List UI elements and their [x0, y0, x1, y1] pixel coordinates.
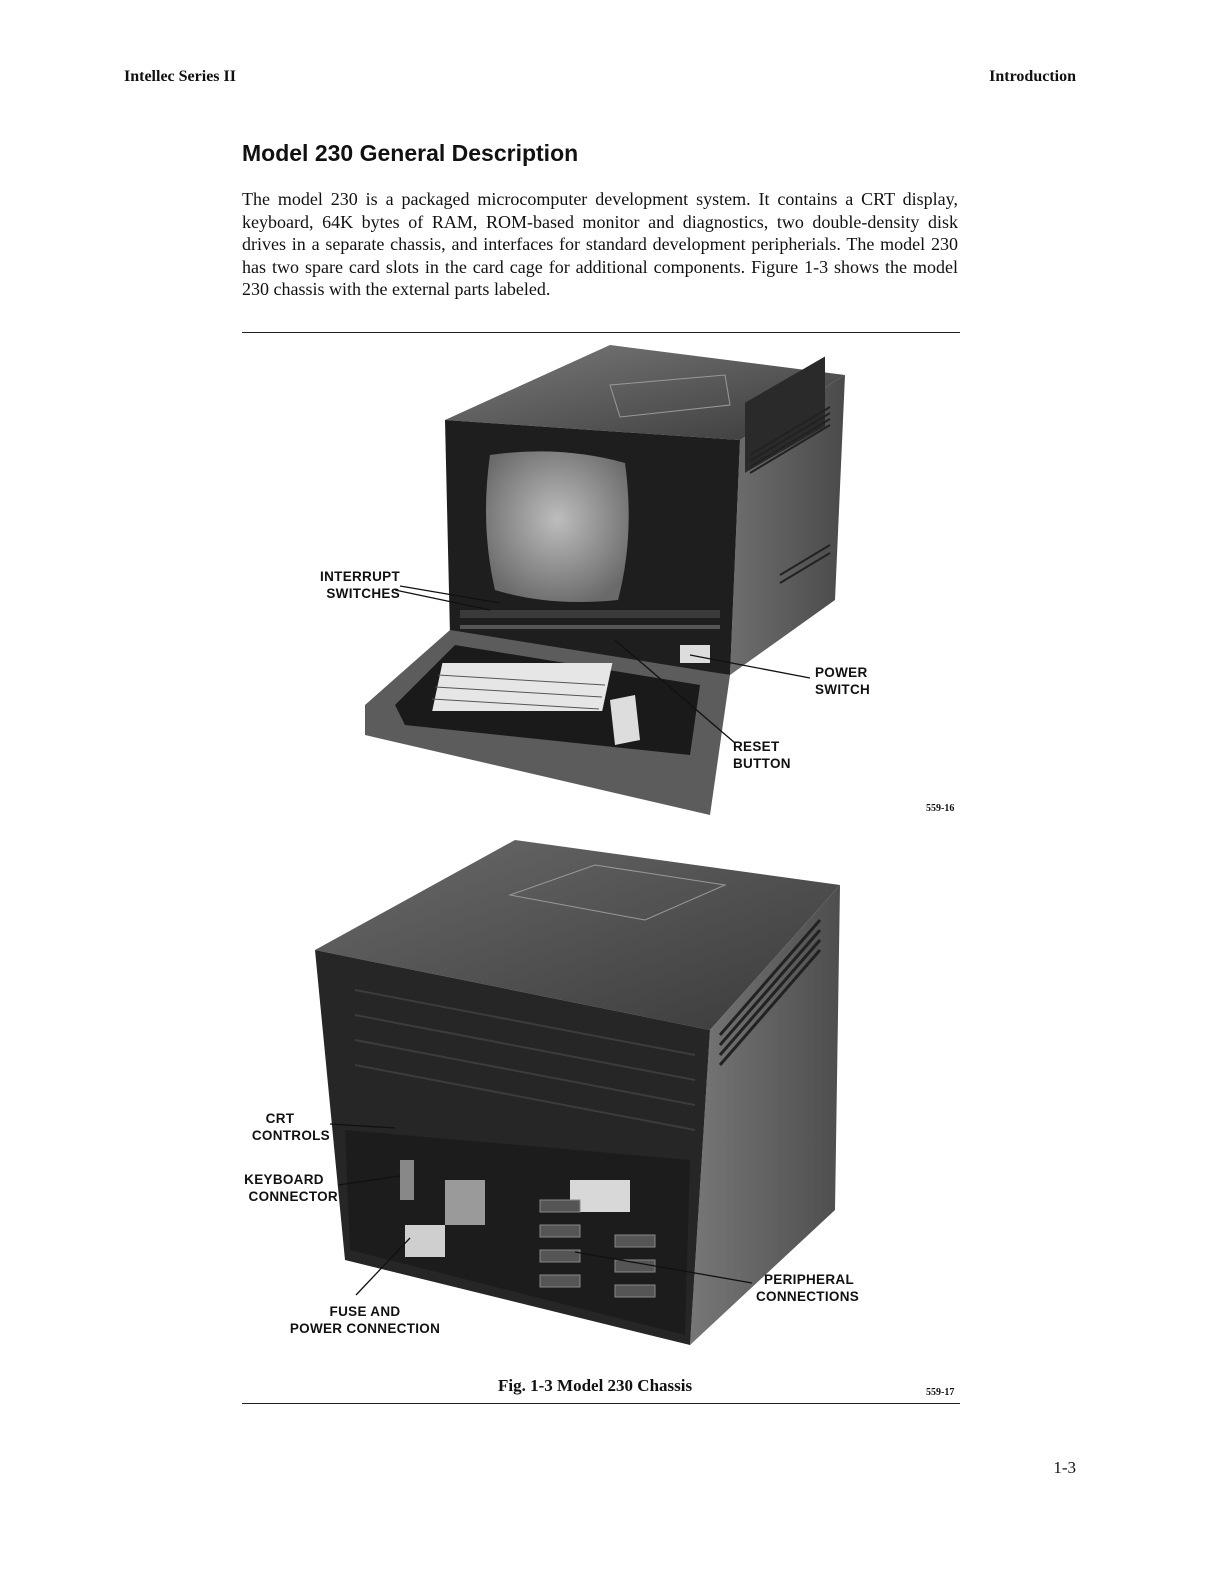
label-peripheral-connections: PERIPHERAL CONNECTIONS — [756, 1272, 860, 1304]
section-title: Model 230 General Description — [242, 140, 579, 166]
label-crt-controls: CRT CONTROLS — [251, 1111, 330, 1143]
running-header-right: Introduction — [989, 68, 1076, 85]
figure-caption: Fig. 1-3 Model 230 Chassis — [498, 1376, 693, 1395]
running-header-left: Intellec Series II — [124, 68, 236, 85]
label-fuse-power-connection: FUSE AND POWER CONNECTION — [289, 1304, 441, 1336]
label-interrupt-switches: INTERRUPT SWITCHES — [320, 569, 400, 601]
figure-bottom-rule — [242, 1403, 960, 1404]
label-reset-button: RESET BUTTON — [733, 739, 791, 771]
rear-photo-code: 559-17 — [926, 1387, 955, 1398]
label-power-switch: POWER SWITCH — [815, 665, 871, 697]
body-paragraph: The model 230 is a packaged microcomputer development system. It contains a CRT display, keyboard, 64K bytes of RAM, ROM-based monitor and diagnostics, two double-density disk drives in a separate chassis, and interfaces for standard development peripherials. The model 230 has two spare card slots in the card cage for additional components. Figure 1-3 shows the model 230 chassis with the external parts labeled. — [242, 189, 958, 299]
page-number: 1-3 — [1053, 1458, 1076, 1477]
front-photo-code: 559-16 — [926, 803, 955, 814]
label-keyboard-connector: KEYBOARD CONNECTOR — [244, 1172, 338, 1204]
